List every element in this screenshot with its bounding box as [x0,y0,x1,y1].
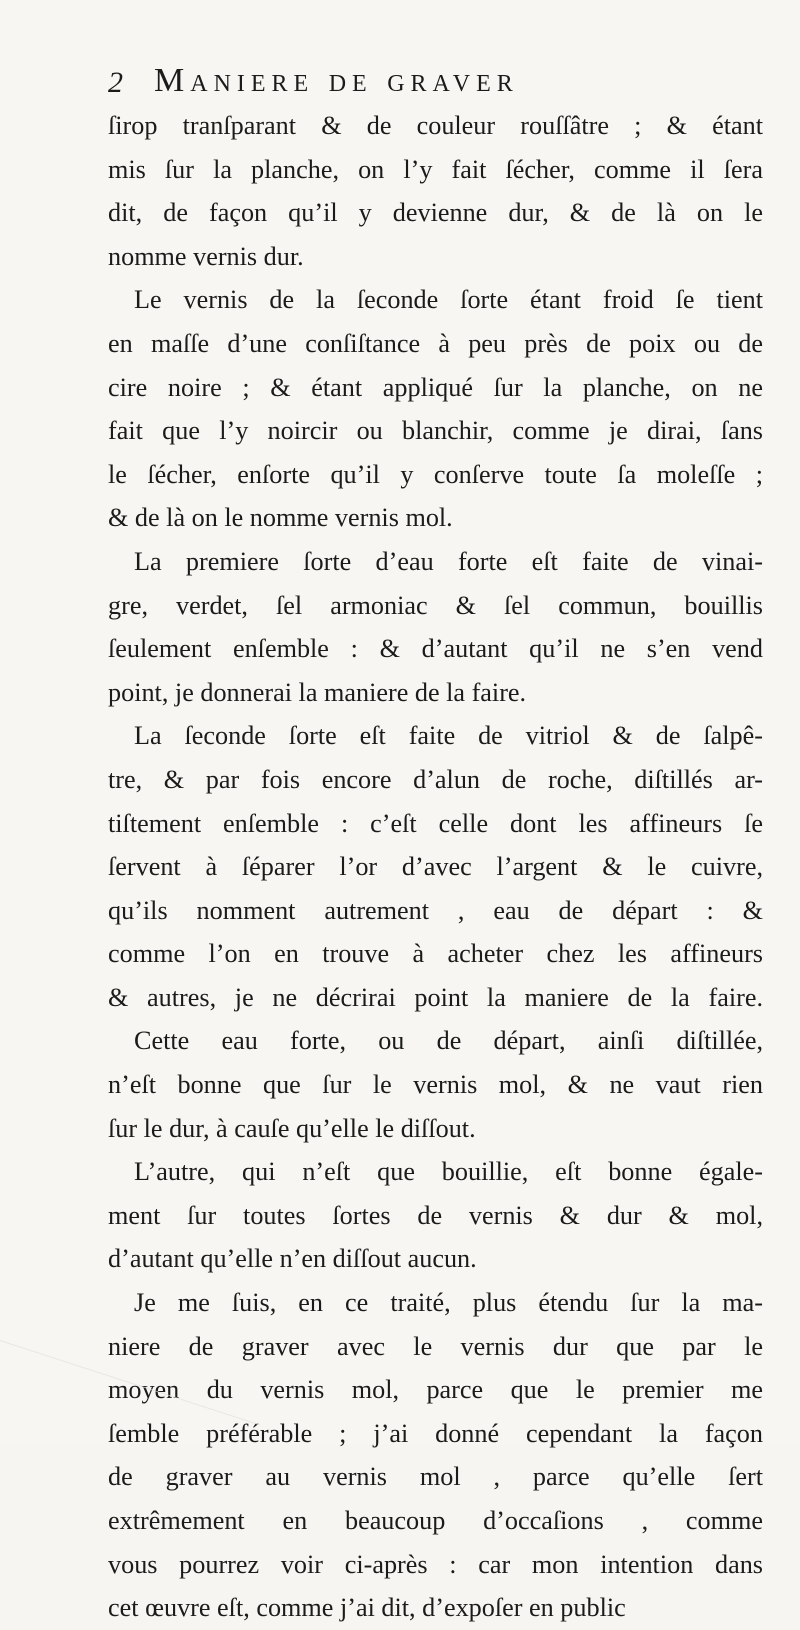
text-line: ſur le dur, à cauſe qu’elle le diſſout. [108,1113,476,1143]
text-line: La ſeconde ſorte eſt faite de vitriol & de ſalpê- [134,721,763,751]
text-line: Le vernis de la ſeconde ſorte étant froid ſe tient [134,285,763,315]
text-line: ſirop tranſparant & de couleur rouſſâtre ; & étant [108,111,763,140]
text-line: gre, verdet, ſel armoniac & ſel commun, bouillis [108,590,763,620]
text-line: point, je donnerai la maniere de la faire. [108,677,527,707]
text-line: Je me ſuis, en ce traité, plus étendu ſur la ma- [134,1288,763,1318]
text-line: qu’ils nomment autrement , eau de départ : & [108,895,763,925]
text-line: fait que l’y noircir ou blanchir, comme je dirai, ſans [108,416,763,446]
text-line: extrêmement en beaucoup d’occaſions , comme [108,1506,763,1535]
text-line: tiſtement enſemble : c’eſt celle dont les affineurs ſe [108,808,763,838]
text-line: La premiere ſorte d’eau forte eſt faite de vinai- [134,546,763,576]
text-line: cet œuvre eſt, comme j’ai dit, d’expoſer en public [108,1593,626,1623]
text-line: dit, de façon qu’il y devienne dur, & de là on le [108,198,763,228]
text-line: niere de graver avec le vernis dur que par le [108,1331,763,1361]
text-line: comme l’on en trouve à acheter chez les affineurs [108,939,763,969]
text-line: en maſſe d’une conſiſtance à peu près de poix ou de [108,328,763,358]
text-line: ment ſur toutes ſortes de vernis & dur & mol, [108,1200,763,1230]
text-line: mis ſur la planche, on l’y fait ſécher, comme il ſera [108,154,763,184]
running-title: Maniere de graver [154,62,519,99]
text-line: L’autre, qui n’eſt que bouillie, eſt bonne égale- [134,1157,763,1187]
text-line: & de là on le nomme vernis mol. [108,503,453,533]
text-line: ſemble préférable ; j’ai donné cependant la façon [108,1418,763,1448]
text-line: vous pourrez voir ci-après : car mon intention dans [108,1549,763,1579]
text-line: & autres, je ne décrirai point la maniere de la faire. [108,982,763,1012]
text-line: ſeulement enſemble : & d’autant qu’il ne s’en vend [108,634,763,664]
text-line: cire noire ; & étant appliqué ſur la planche, on ne [108,372,763,402]
page-number: 2 [108,66,123,99]
text-line: le ſécher, enſorte qu’il y conſerve toute ſa moleſſe ; [108,459,763,489]
text-line: n’eſt bonne que ſur le vernis mol, & ne vaut rien [108,1070,763,1100]
page-header [108,62,758,110]
text-line: moyen du vernis mol, parce que le premier me [108,1375,763,1405]
text-line: de graver au vernis mol , parce qu’elle ſert [108,1462,763,1492]
text-line: d’autant qu’elle n’en diſſout aucun. [108,1244,477,1274]
text-line: Cette eau forte, ou de départ, ainſi diſtillée, [134,1026,763,1056]
body-text [108,104,763,1630]
text-line: nomme vernis dur. [108,241,304,271]
text-line: ſervent à ſéparer l’or d’avec l’argent & le cuivre, [108,852,763,882]
text-line: tre, & par fois encore d’alun de roche, diſtillés ar- [108,764,763,794]
